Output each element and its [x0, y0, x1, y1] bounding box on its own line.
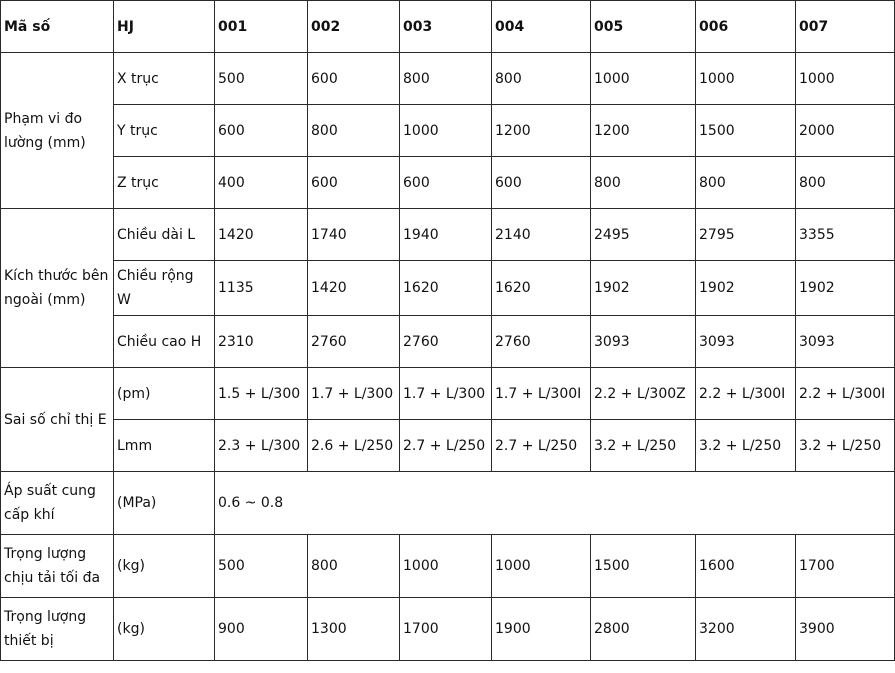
value-cell: 2.2 + L/300I — [696, 368, 796, 420]
value-cell: 800 — [696, 157, 796, 209]
table-row — [1, 209, 895, 261]
value-cell: 2495 — [591, 209, 696, 261]
value-cell: 3355 — [796, 209, 895, 261]
value-cell: 800 — [400, 53, 492, 105]
value-cell: 1200 — [492, 105, 591, 157]
value-cell: 0.6 ~ 0.8 — [215, 472, 895, 535]
value-cell: 800 — [308, 535, 400, 598]
value-cell: 1500 — [591, 535, 696, 598]
header-cell: 002 — [308, 1, 400, 53]
sub-label: Chiều cao H — [114, 316, 215, 368]
value-cell: 600 — [400, 157, 492, 209]
group-label: Phạm vi đo lường (mm) — [1, 53, 114, 209]
value-cell: 1700 — [796, 535, 895, 598]
value-cell: 500 — [215, 535, 308, 598]
value-cell: 2760 — [308, 316, 400, 368]
value-cell: 1500 — [696, 105, 796, 157]
value-cell: 1.7 + L/300 — [400, 368, 492, 420]
value-cell: 2.6 + L/250 — [308, 420, 400, 472]
header-cell: 003 — [400, 1, 492, 53]
value-cell: 2.2 + L/300Z — [591, 368, 696, 420]
value-cell: 2310 — [215, 316, 308, 368]
value-cell: 1902 — [796, 261, 895, 316]
group-label: Trọng lượng thiết bị — [1, 598, 114, 661]
table-row — [1, 316, 895, 368]
value-cell: 3900 — [796, 598, 895, 661]
value-cell: 1700 — [400, 598, 492, 661]
group-label: Trọng lượng chịu tải tối đa — [1, 535, 114, 598]
value-cell: 900 — [215, 598, 308, 661]
value-cell: 600 — [308, 157, 400, 209]
sub-label: (kg) — [114, 598, 215, 661]
value-cell: 2.7 + L/250 — [492, 420, 591, 472]
value-cell: 1135 — [215, 261, 308, 316]
value-cell: 2.3 + L/300 — [215, 420, 308, 472]
value-cell: 3.2 + L/250 — [696, 420, 796, 472]
sub-label: Z trục — [114, 157, 215, 209]
header-cell: 006 — [696, 1, 796, 53]
value-cell: 1000 — [400, 105, 492, 157]
value-cell: 2140 — [492, 209, 591, 261]
value-cell: 1420 — [215, 209, 308, 261]
value-cell: 1420 — [308, 261, 400, 316]
value-cell: 800 — [591, 157, 696, 209]
value-cell: 500 — [215, 53, 308, 105]
value-cell: 1902 — [591, 261, 696, 316]
value-cell: 1000 — [591, 53, 696, 105]
value-cell: 1.5 + L/300 — [215, 368, 308, 420]
value-cell: 1000 — [796, 53, 895, 105]
table-row — [1, 157, 895, 209]
value-cell: 1900 — [492, 598, 591, 661]
value-cell: 1.7 + L/300I — [492, 368, 591, 420]
value-cell: 600 — [215, 105, 308, 157]
value-cell: 600 — [308, 53, 400, 105]
group-label: Sai số chỉ thị E — [1, 368, 114, 472]
table-row — [1, 420, 895, 472]
value-cell: 3093 — [591, 316, 696, 368]
header-cell: Mã số — [1, 1, 114, 53]
value-cell: 1000 — [492, 535, 591, 598]
sub-label: Y trục — [114, 105, 215, 157]
value-cell: 1620 — [492, 261, 591, 316]
value-cell: 1.7 + L/300 — [308, 368, 400, 420]
value-cell: 1300 — [308, 598, 400, 661]
sub-label: (kg) — [114, 535, 215, 598]
value-cell: 2760 — [492, 316, 591, 368]
value-cell: 1620 — [400, 261, 492, 316]
value-cell: 3.2 + L/250 — [796, 420, 895, 472]
value-cell: 2000 — [796, 105, 895, 157]
value-cell: 1200 — [591, 105, 696, 157]
value-cell: 800 — [796, 157, 895, 209]
value-cell: 2795 — [696, 209, 796, 261]
value-cell: 800 — [308, 105, 400, 157]
group-label: Kích thước bên ngoài (mm) — [1, 209, 114, 368]
sub-label: (pm) — [114, 368, 215, 420]
header-cell: HJ — [114, 1, 215, 53]
sub-label: Chiều dài L — [114, 209, 215, 261]
header-cell: 004 — [492, 1, 591, 53]
value-cell: 3.2 + L/250 — [591, 420, 696, 472]
value-cell: 1600 — [696, 535, 796, 598]
sub-label: (MPa) — [114, 472, 215, 535]
value-cell: 1000 — [696, 53, 796, 105]
value-cell: 2.2 + L/300I — [796, 368, 895, 420]
table-row — [1, 261, 895, 316]
group-label: Áp suất cung cấp khí — [1, 472, 114, 535]
sub-label: Chiều rộng W — [114, 261, 215, 316]
table-row — [1, 368, 895, 420]
value-cell: 2800 — [591, 598, 696, 661]
sub-label: Lmm — [114, 420, 215, 472]
value-cell: 1940 — [400, 209, 492, 261]
header-cell: 005 — [591, 1, 696, 53]
table-row — [1, 53, 895, 105]
header-row — [1, 1, 895, 53]
table-row — [1, 472, 895, 535]
value-cell: 1000 — [400, 535, 492, 598]
table-row — [1, 598, 895, 661]
header-cell: 007 — [796, 1, 895, 53]
sub-label: X trục — [114, 53, 215, 105]
table-row — [1, 105, 895, 157]
value-cell: 3093 — [796, 316, 895, 368]
value-cell: 2.7 + L/250 — [400, 420, 492, 472]
header-cell: 001 — [215, 1, 308, 53]
value-cell: 2760 — [400, 316, 492, 368]
table-row — [1, 535, 895, 598]
value-cell: 1902 — [696, 261, 796, 316]
value-cell: 400 — [215, 157, 308, 209]
value-cell: 3200 — [696, 598, 796, 661]
value-cell: 3093 — [696, 316, 796, 368]
value-cell: 800 — [492, 53, 591, 105]
value-cell: 1740 — [308, 209, 400, 261]
value-cell: 600 — [492, 157, 591, 209]
